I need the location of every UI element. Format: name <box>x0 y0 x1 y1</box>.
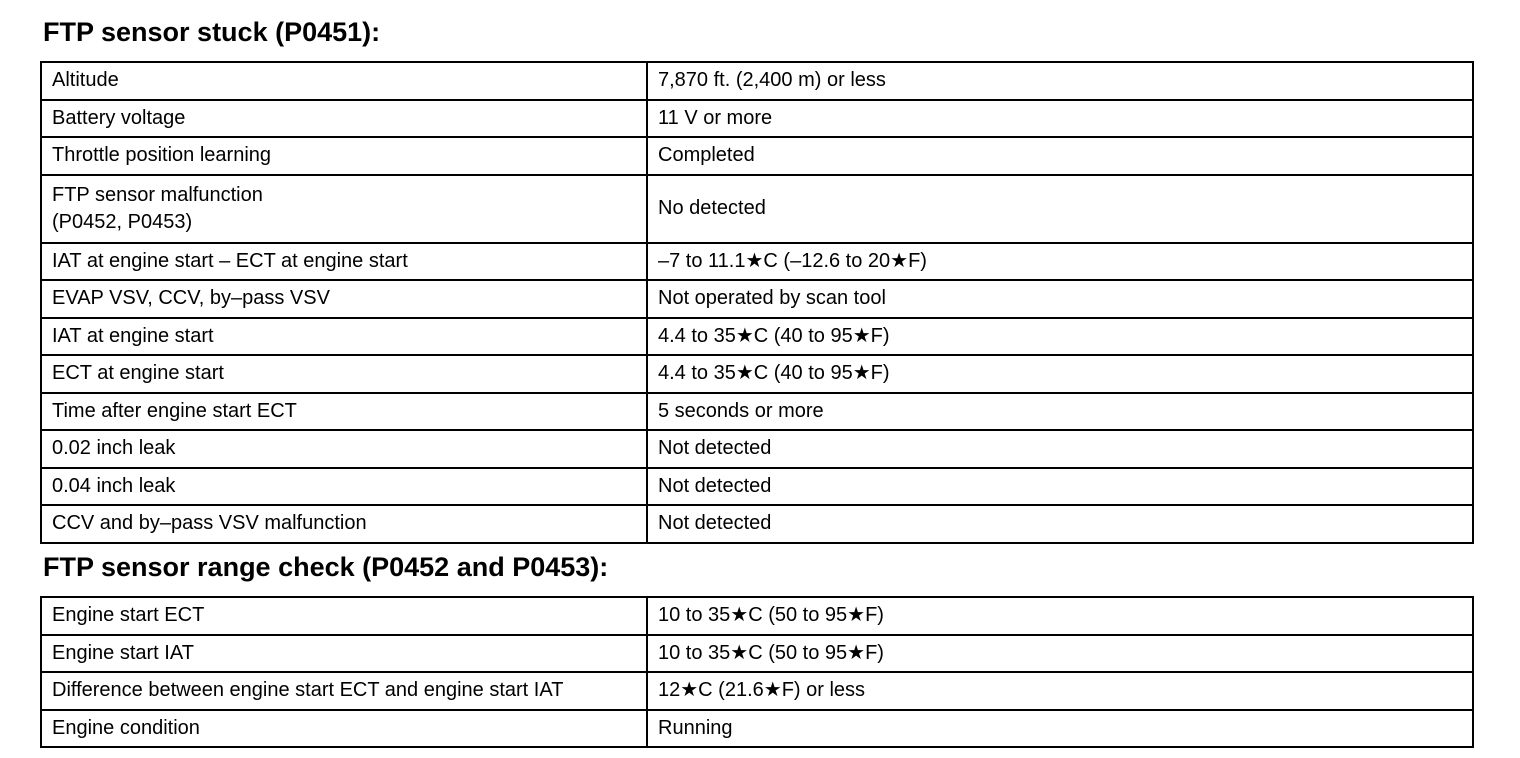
table-row <box>41 468 1473 506</box>
table-row <box>41 100 1473 138</box>
condition-value-cell: No detected <box>647 175 1473 243</box>
section-heading-ftp-sensor-stuck: FTP sensor stuck (P0451): <box>43 17 381 47</box>
section-heading-ftp-sensor-range-check: FTP sensor range check (P0452 and P0453): <box>43 552 609 582</box>
condition-value-cell: Not detected <box>647 505 1473 543</box>
table-row <box>41 393 1473 431</box>
condition-value-cell: 5 seconds or more <box>647 393 1473 431</box>
condition-item-cell: Time after engine start ECT <box>41 393 647 431</box>
condition-item-cell: Battery voltage <box>41 100 647 138</box>
condition-item-cell: IAT at engine start <box>41 318 647 356</box>
condition-item-cell: EVAP VSV, CCV, by–pass VSV <box>41 280 647 318</box>
condition-value-cell: 7,870 ft. (2,400 m) or less <box>647 62 1473 100</box>
table-row <box>41 280 1473 318</box>
condition-value-cell: Running <box>647 710 1473 748</box>
table-row <box>41 137 1473 175</box>
condition-value-cell: Not detected <box>647 430 1473 468</box>
table-row <box>41 62 1473 100</box>
condition-item-cell: Engine condition <box>41 710 647 748</box>
table-row <box>41 597 1473 635</box>
condition-value-cell: 12★C (21.6★F) or less <box>647 672 1473 710</box>
condition-item-cell: IAT at engine start – ECT at engine start <box>41 243 647 281</box>
condition-value-cell: 10 to 35★C (50 to 95★F) <box>647 597 1473 635</box>
condition-item-cell: 0.02 inch leak <box>41 430 647 468</box>
condition-item-cell: 0.04 inch leak <box>41 468 647 506</box>
condition-value-cell: Not detected <box>647 468 1473 506</box>
condition-item-cell: Altitude <box>41 62 647 100</box>
table-row <box>41 243 1473 281</box>
table-row <box>41 635 1473 673</box>
table-row <box>41 430 1473 468</box>
table-row <box>41 505 1473 543</box>
condition-value-cell: 4.4 to 35★C (40 to 95★F) <box>647 318 1473 356</box>
condition-value-cell: 10 to 35★C (50 to 95★F) <box>647 635 1473 673</box>
condition-value-cell: 4.4 to 35★C (40 to 95★F) <box>647 355 1473 393</box>
condition-value-cell: 11 V or more <box>647 100 1473 138</box>
table-row <box>41 318 1473 356</box>
table-row <box>41 355 1473 393</box>
condition-value-cell: Completed <box>647 137 1473 175</box>
condition-item-cell: Engine start IAT <box>41 635 647 673</box>
conditions-table-ftp-sensor-range-check <box>40 596 1474 748</box>
conditions-table-ftp-sensor-stuck <box>40 61 1474 544</box>
condition-item-cell: Throttle position learning <box>41 137 647 175</box>
condition-item-cell: FTP sensor malfunction (P0452, P0453) <box>41 175 647 243</box>
table-row <box>41 710 1473 748</box>
condition-item-cell: Difference between engine start ECT and engine start IAT <box>41 672 647 710</box>
condition-value-cell: Not operated by scan tool <box>647 280 1473 318</box>
table-row <box>41 175 1473 243</box>
condition-item-cell: ECT at engine start <box>41 355 647 393</box>
condition-value-cell: –7 to 11.1★C (–12.6 to 20★F) <box>647 243 1473 281</box>
condition-item-cell: CCV and by–pass VSV malfunction <box>41 505 647 543</box>
table-row <box>41 672 1473 710</box>
condition-item-cell: Engine start ECT <box>41 597 647 635</box>
